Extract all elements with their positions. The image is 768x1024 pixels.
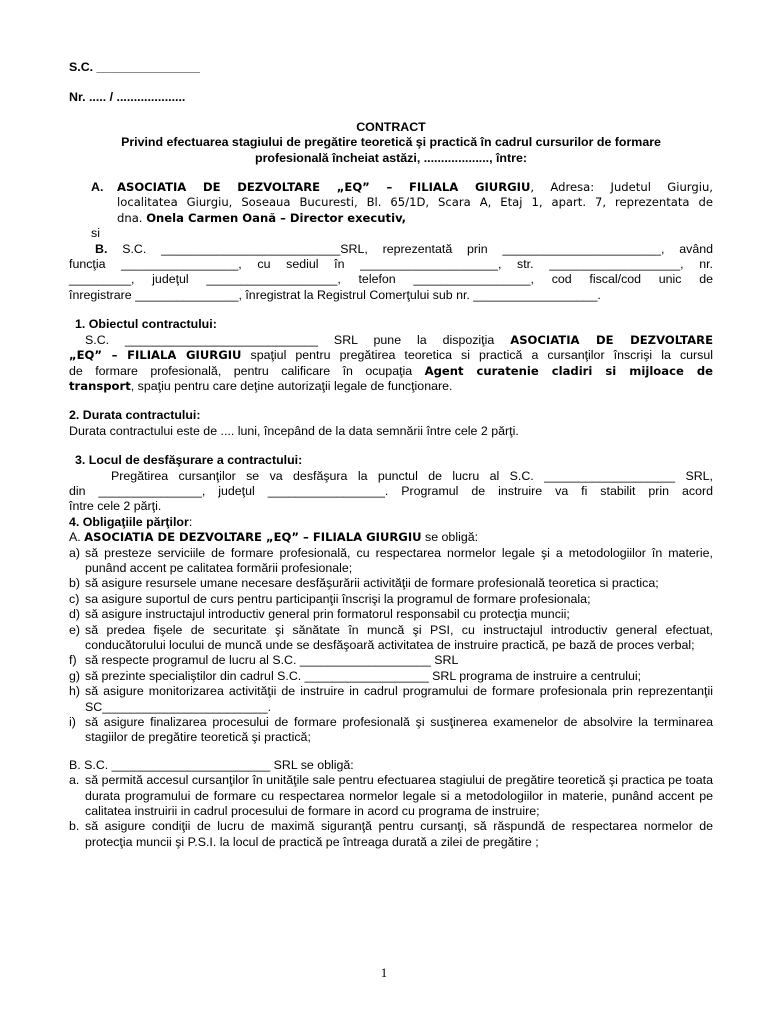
section-1-text-1a: S.C. ____________________________ SRL pune la dispoziţia [85,332,495,347]
list-marker: i) [69,715,76,730]
section-1-org-name-2: „EQ” – FILIALA GIURGIU [69,348,242,363]
section-4-title-colon: : [188,514,193,529]
list-item [69,715,713,746]
section-1-text-4: , spaţiu pentru care deţine autorizaţii legale de funcţionare. [130,378,453,393]
party-a-address-2: localitatea Giurgiu, Soseaua Bucuresti, Bl. 65/1D, Scara A, Etaj 1, apart. 7, reprezentata de [117,195,713,210]
list-item [69,819,713,850]
parties-and: si [91,226,100,241]
list-item [69,607,713,622]
list-text: să asigure resursele umane necesare desfăşurării activităţii de formare profesională teoretica si practica; [85,576,659,591]
party-a-address-1: , Adresa: Judetul Giurgiu, [530,180,713,195]
section-2-title: 2. Durata contractului: [69,408,201,423]
header-number: Nr. ..... / .................... [69,90,186,105]
section-1-line-2 [69,348,713,363]
list-text: să predea fişele de securitate şi sănătate în muncă şi PSI, cu instructajul introductiv general efectuat, conducătorului locului de muncă unde se desfăşoară activitatea de instruire practică, pe bază de proces verbal; [85,622,713,652]
section-1-occupation: Agent curatenie cladiri si mijloace de [424,363,713,378]
section-1-title: 1. Obiectul contractului: [75,317,217,332]
list-marker: b. [69,819,80,834]
list-marker: f) [69,653,77,668]
section-4-a-intro [69,530,713,545]
contract-subtitle-2: profesională încheiat astăzi, ..................., între: [255,150,527,165]
party-a [69,180,713,226]
party-a-address-3: dna. [117,210,143,225]
list-marker: a. [69,773,80,788]
section-2-text: Durata contractului este de .... luni, începând de la data semnării între cele 2 părţi. [69,423,519,438]
party-b-text-1: S.C. __________________________SRL, reprezentată prin _______________________, având [107,241,713,256]
list-marker: c) [69,591,80,606]
section-1-text-2: spaţiul pentru pregătirea teoretica si practică a cursanţilor înscrişi la cursul [241,348,713,363]
section-3-line-3: între cele 2 părţi. [69,499,162,514]
party-b-marker: B. [95,241,108,256]
contract-subtitle-1: Privind efectuarea stagiului de pregătire teoretică şi practică în cadrul cursurilor de formare [121,135,661,150]
section-1-occupation-end: transport [69,378,131,393]
party-a-name: ASOCIATIA DE DEZVOLTARE „EQ” – FILIALA GIURGIU [117,180,531,195]
section-4-a-org-name: ASOCIATIA DE DEZVOLTARE „EQ” – FILIALA GIURGIU [84,530,422,545]
list-text: să permită accesul cursanţilor în unităţile sale pentru efectuarea stagiului de pregătire teoretică şi practica pe toata durata programului de formare cu respectarea normelor legale si a metodologiilor in materie, punând accent pe calitatea instruirii in cadrul procesului de formare in acord cu programa de instruire; [85,773,713,819]
contract-page [69,60,713,850]
section-4-a-suffix: se obligă: [421,530,479,545]
list-item [69,669,713,684]
section-4-b-intro: B. S.C. _______________________ SRL se obligă: [69,757,354,772]
section-1-text-3: de formare profesională, pentru calificare în ocupaţia [69,363,425,378]
section-1-org-name-1: ASOCIATIA DE DEZVOLTARE [510,332,713,347]
list-marker: g) [69,668,81,683]
section-3-title: 3. Locul de desfăşurare a contractului: [75,453,303,468]
party-b-line-2: funcţia _________________, cu sediul în ____________________, str. ___________________, nr. [69,257,713,272]
list-item [69,546,713,577]
list-text: să prezinte specialiştilor din cadrul S.C. __________________ SRL programa de instruire a centrului; [85,668,642,683]
list-text: să respecte programul de lucru al S.C. ___________________ SRL [85,653,459,668]
section-1-line-4 [69,379,713,394]
list-item [69,653,713,668]
section-4-title: 4. Obligaţiile părţilor [69,514,189,529]
section-4-a-list [69,546,713,746]
header-sc: S.C. _______________ [69,60,200,74]
list-marker: d) [69,607,81,622]
list-text: să asigure finalizarea procesului de formare profesională şi susţinerea examenelor de absolvire la terminarea stagiilor de pregătire teoretică şi practică; [85,715,713,745]
section-1-line-1 [69,333,713,348]
list-text: să presteze serviciile de formare profesională, cu respectarea normelor legale şi a metodologiilor în materie, punând accent pe calitatea formării profesionale; [85,545,713,575]
list-marker: e) [69,622,81,637]
list-text: să asigure monitorizarea activităţii de instruire in cadrul programului de formare profesionala prin reprezentanţii SC________________________. [85,684,713,714]
list-item [69,684,713,715]
list-marker: a) [69,545,81,560]
party-b-line-4: înregistrare _______________, înregistrat la Registrul Comerţului sub nr. __________________. [69,287,601,302]
section-4-title-line [69,515,713,530]
section-3-line-2: din _______________, judeţul _________________. Programul de instruire va fi stabilit prin acord [69,483,713,498]
party-b-line-1 [69,242,713,257]
list-item [69,773,713,819]
list-item [69,592,713,607]
page-number: 1 [380,965,388,980]
list-item [69,576,713,591]
party-a-representative: Onela Carmen Oană – Director executiv, [146,210,407,225]
list-marker: h) [69,684,81,699]
list-item [69,623,713,654]
section-4-a-prefix: A. [69,530,85,545]
section-1-line-3 [69,364,713,379]
list-text: să asigure instructajul introductiv general prin formatorul responsabil cu protecţia muncii; [85,607,570,622]
section-4-b-list [69,773,713,850]
section-3-line-1: Pregătirea cursanţilor se va desfăşura la punctul de lucru al S.C. ___________________ SRL, [111,468,713,483]
contract-title: CONTRACT [356,119,426,134]
list-marker: b) [69,576,81,591]
list-text: sa asigure suportul de curs pentru participanţii înscrişi la programul de formare profesionala; [85,591,591,606]
list-text: să asigure condiţii de lucru de maximă siguranţă pentru cursanţi, să răspundă de respectarea normelor de protecţia muncii şi P.S.I. la locul de practică pe întreaga durată a zilei de pregătire ; [85,819,713,849]
party-b-line-3: _________, judeţul ___________________, telefon _________________, cod fiscal/cod unic de [69,272,713,287]
party-a-marker: A. [91,180,104,195]
